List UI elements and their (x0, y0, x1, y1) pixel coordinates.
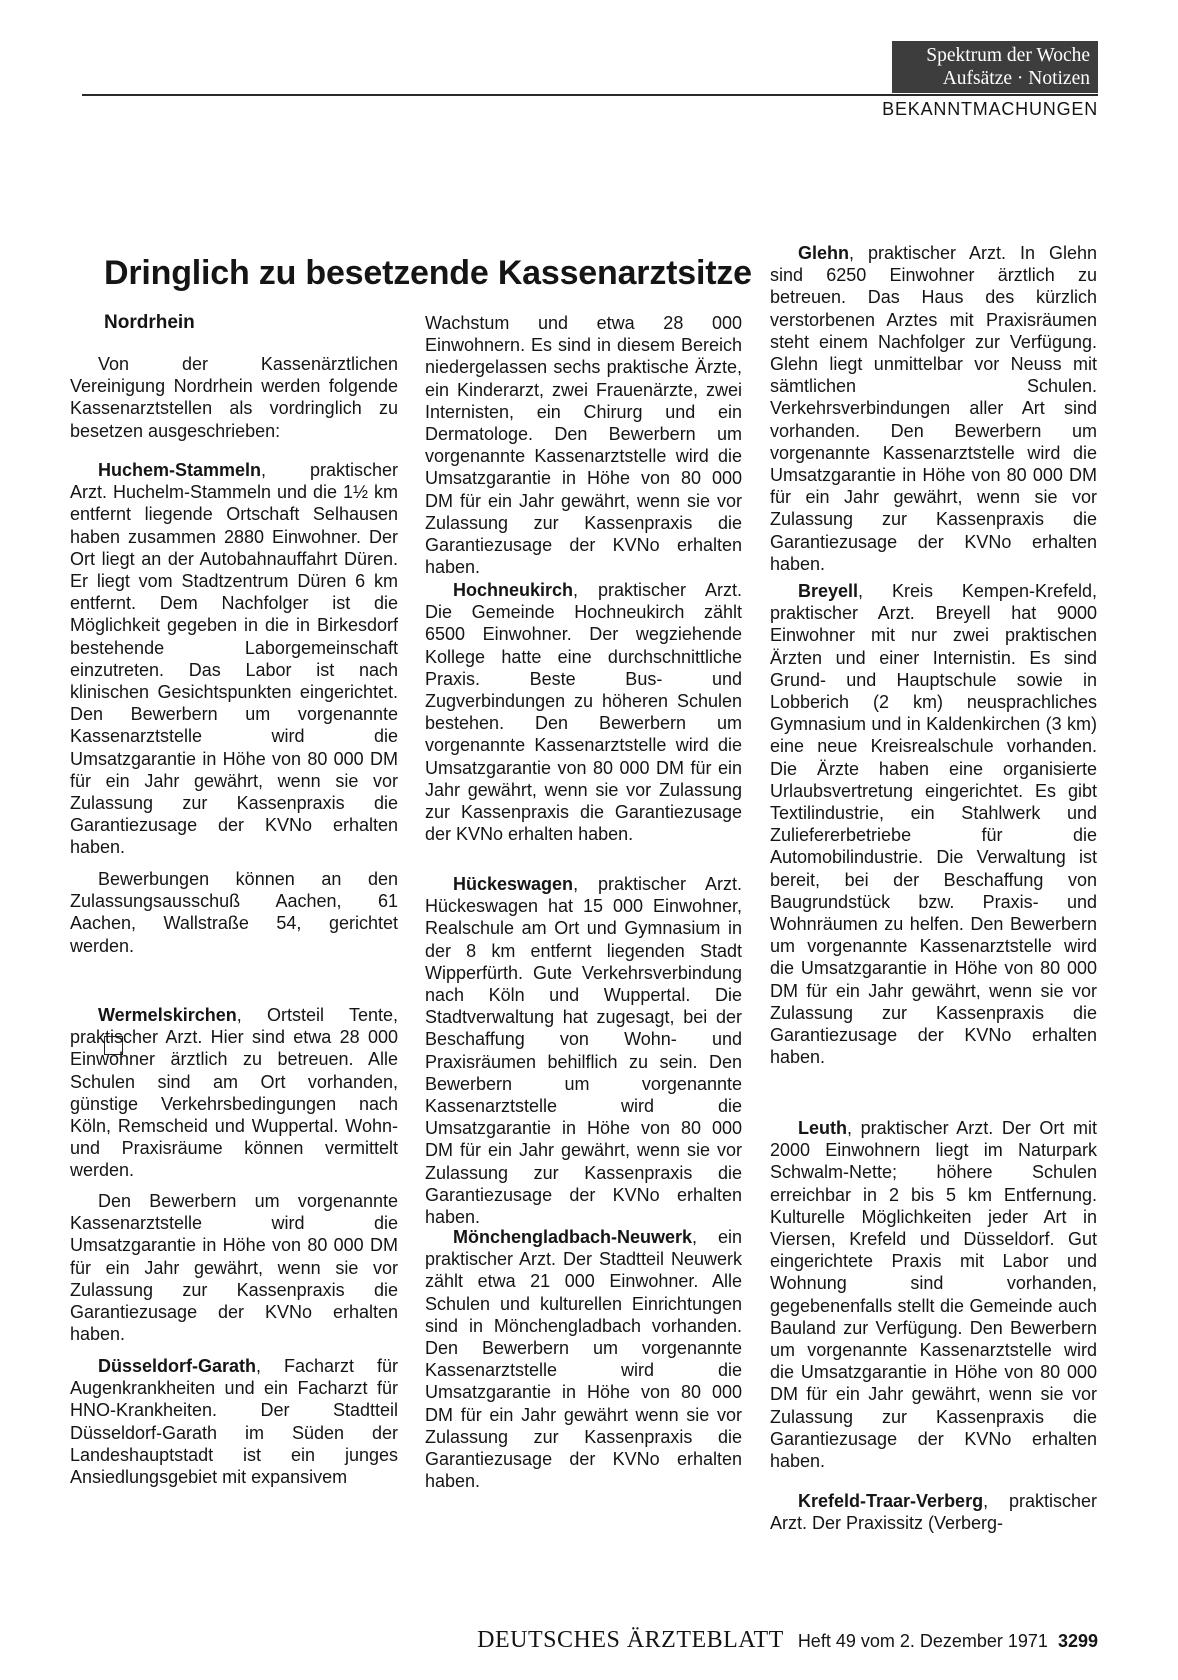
application-note: Bewerbungen können an den Zulassungsausschuß Aachen, 61 Aachen, Wallstraße 54, gerichtet werden. (70, 869, 398, 956)
entry-name: Hochneukirch (453, 580, 574, 600)
entry-leuth: Leuth, praktischer Arzt. Der Ort mit 2000 Einwohnern liegt im Naturpark Schwalm-Nette; höhere Schulen erreichbar in 2 bis 5 km Entfernung. Kulturelle Möglichkeiten jeder Art in Viersen, Krefeld und Düsseldorf. Gut eingerichtete Praxis mit Labor und Wohnung sind vorhanden, gegebenenfalls stellt die Gemeinde auch Bauland zur Verfügung. Den Bewerbern um vorgenannte Kassenarztstelle wird die Umsatzgarantie in Höhe von 80 000 DM für ein Jahr gewährt, wenn sie vor Zulassung zur Kassenpraxis die Garantiezusage der KVNo erhalten haben. (770, 1118, 1097, 1472)
entry-neuwerk: Mönchengladbach-Neuwerk, ein praktischer Arzt. Der Stadtteil Neuwerk zählt etwa 21 000 Einwohner. Alle Schulen und kulturellen Einrichtungen sind in Mönchengladbach vorhanden. Den Bewerbern um vorgenannte Kassenarztstelle wird die Umsatzgarantie in Höhe von 80 000 DM für ein Jahr gewährt wenn sie vor Zulassung zur Kassenpraxis die Garantiezusage der KVNo erhalten haben. (425, 1227, 742, 1492)
journal-name: DEUTSCHES ÄRZTEBLATT (477, 1627, 784, 1653)
rubric-line-1: Spektrum der Woche (926, 45, 1090, 66)
section-label: BEKANNTMACHUNGEN (882, 99, 1098, 119)
rubric-line-2: Aufsätze · Notizen (942, 68, 1090, 89)
page-number: 3299 (1057, 1631, 1098, 1651)
entry-garath-continued: Wachstum und etwa 28 000 Einwohnern. Es sind in diesem Bereich niedergelassen sechs praktische Ärzte, ein Kinderarzt, zwei Frauenärzte, zwei Internisten, ein Chirurg und ein Dermatologe. Den Bewerbern um vorgenannte Kassenarztstelle wird die Umsatzgarantie in Höhe von 80 000 DM für ein Jahr gewährt, wenn sie vor Zulassung zur Kassenpraxis die Garantiezusage der KVNo erhalten haben. (425, 313, 742, 578)
entry-name: Huchem-Stammeln (98, 460, 262, 480)
rubric-badge (892, 41, 1098, 93)
entry-name: Mönchengladbach-Neuwerk (453, 1227, 693, 1247)
header-rule (82, 94, 1098, 96)
entry-breyell: Breyell, Kreis Kempen-Krefeld, praktischer Arzt. Breyell hat 9000 Einwohner mit nur zwei praktischen Ärzten und einer Internistin. Es sind Grund- und Hauptschule sowie in Lobberich (2 km) neusprachliches Gymnasium und in Kaldenkirchen (3 km) eine neue Kreisrealschule vorhanden. Die Ärzte haben eine organisierte Urlaubsvertretung eingerichtet. Es gibt Textilindustrie, ein Stahlwerk und Zuliefererbetriebe für die Automobilindustrie. Die Verwaltung ist bereit, bei der Beschaffung von Baugrundstück bzw. Praxis- und Wohnräumen zu helfen. Den Bewerbern um vorgenannte Kassenarztstelle wird die Umsatzgarantie in Höhe von 80 000 DM für ein Jahr gewährt, wenn sie vor Zulassung zur Kassenpraxis die Garantiezusage der KVNo erhalten haben. (770, 581, 1097, 1068)
page-footer (477, 1627, 1098, 1654)
entry-garath: Düsseldorf-Garath, Facharzt für Augenkrankheiten und ein Facharzt für HNO-Krankheiten. Der Stadtteil Düsseldorf-Garath im Süden der Landeshauptstadt ist ein junges Ansiedlungsgebiet mit expansivem (70, 1356, 398, 1488)
entry-krefeld: Krefeld-Traar-Verberg, praktischer Arzt. Der Praxissitz (Verberg- (770, 1491, 1097, 1534)
entry-name: Hückeswagen (453, 874, 574, 894)
entry-hueckeswagen: Hückeswagen, praktischer Arzt. Hückeswagen hat 15 000 Einwohner, Realschule am Ort und Gymnasium in der 8 km entfernt liegenden Stadt Wipperfürth. Gute Verkehrsverbindung nach Köln und Wuppertal. Die Stadtverwaltung hat zugesagt, bei der Beschaffung von Wohn- und Praxisräumen behilflich zu sein. Den Bewerbern um vorgenannte Kassenarztstelle wird die Umsatzgarantie in Höhe von 80 000 DM für ein Jahr gewährt, wenn sie vor Zulassung zur Kassenpraxis die Garantiezusage der KVNo erhalten haben. (425, 874, 742, 1228)
column-1 (70, 312, 398, 334)
entry-name: Wermelskirchen (98, 1005, 237, 1025)
entry-name: Leuth (798, 1118, 847, 1138)
entry-name: Düsseldorf-Garath (98, 1356, 257, 1376)
intro-paragraph: Von der Kassenärztlichen Vereinigung Nordrhein werden folgende Kassenarztstellen als vordringlich zu besetzen ausgeschrieben: (70, 354, 398, 441)
entry-name: Breyell (798, 581, 859, 601)
entry-glehn: Glehn, praktischer Arzt. In Glehn sind 6250 Einwohner ärztlich zu betreuen. Das Haus des kürzlich verstorbenen Arztes mit Praxisräumen steht einem Nachfolger zur Verfügung. Glehn liegt unmittelbar vor Neuss mit sämtlichen Schulen. Verkehrsverbindungen aller Art sind vorhanden. Den Bewerbern um vorgenannte Kassenarztstelle wird die Umsatzgarantie in Höhe von 80 000 DM für ein Jahr gewährt, wenn sie vor Zulassung zur Kassenpraxis die Garantiezusage der KVNo erhalten haben. (770, 243, 1097, 574)
entry-name: Krefeld-Traar-Verberg (798, 1491, 984, 1511)
region-subhead: Nordrhein (104, 312, 195, 333)
article-title: Dringlich zu besetzende Kassenarztsitze (104, 254, 752, 292)
issue-info: Heft 49 vom 2. Dezember 1971 (797, 1631, 1048, 1651)
entry-wermelskirchen: Wermelskirchen, Ortsteil Tente, praktischer Arzt. Hier sind etwa 28 000 Einwohner ärztlich zu betreuen. Alle Schulen sind am Ort vorhanden, günstige Verkehrsbedingungen nach Köln, Remscheid und Wuppertal. Wohn- und Praxisräume können vermittelt werden. (70, 1005, 398, 1181)
entry-wermelskirchen-guarantee: Den Bewerbern um vorgenannte Kassenarztstelle wird die Umsatzgarantie in Höhe von 80 000 DM für ein Jahr gewährt, wenn sie vor Zulassung zur Kassenpraxis die Garantiezusage der KVNo erhalten haben. (70, 1191, 398, 1345)
entry-name: Glehn (798, 243, 850, 263)
entry-huchem: Huchem-Stammeln, praktischer Arzt. Huchelm-Stammeln und die 1½ km entfernt liegende Ortschaft Selhausen haben zusammen 2880 Einwohner. Der Ort liegt an der Autobahnauffahrt Düren. Er liegt vom Stadtzentrum Düren 6 km entfernt. Dem Nachfolger ist die Möglichkeit gegeben in die in Birkesdorf bestehende Laborgemeinschaft einzutreten. Das Labor ist nach klinischen Gesichtspunkten eingerichtet. Den Bewerbern um vorgenannte Kassenarztstelle wird die Umsatzgarantie in Höhe von 80 000 DM für ein Jahr gewährt, wenn sie vor Zulassung zur Kassenpraxis die Garantiezusage der KVNo erhalten haben. (70, 460, 398, 858)
entry-hochneukirch: Hochneukirch, praktischer Arzt. Die Gemeinde Hochneukirch zählt 6500 Einwohner. Der wegziehende Kollege hatte eine durchschnittliche Praxis. Beste Bus- und Zugverbindungen zu höheren Schulen bestehen. Den Bewerbern um vorgenannte Kassenarztstelle wird die Umsatzgarantie von 80 000 DM für ein Jahr gewährt, wenn sie vor Zulassung zur Kassenpraxis die Garantiezusage der KVNo erhalten haben. (425, 580, 742, 845)
